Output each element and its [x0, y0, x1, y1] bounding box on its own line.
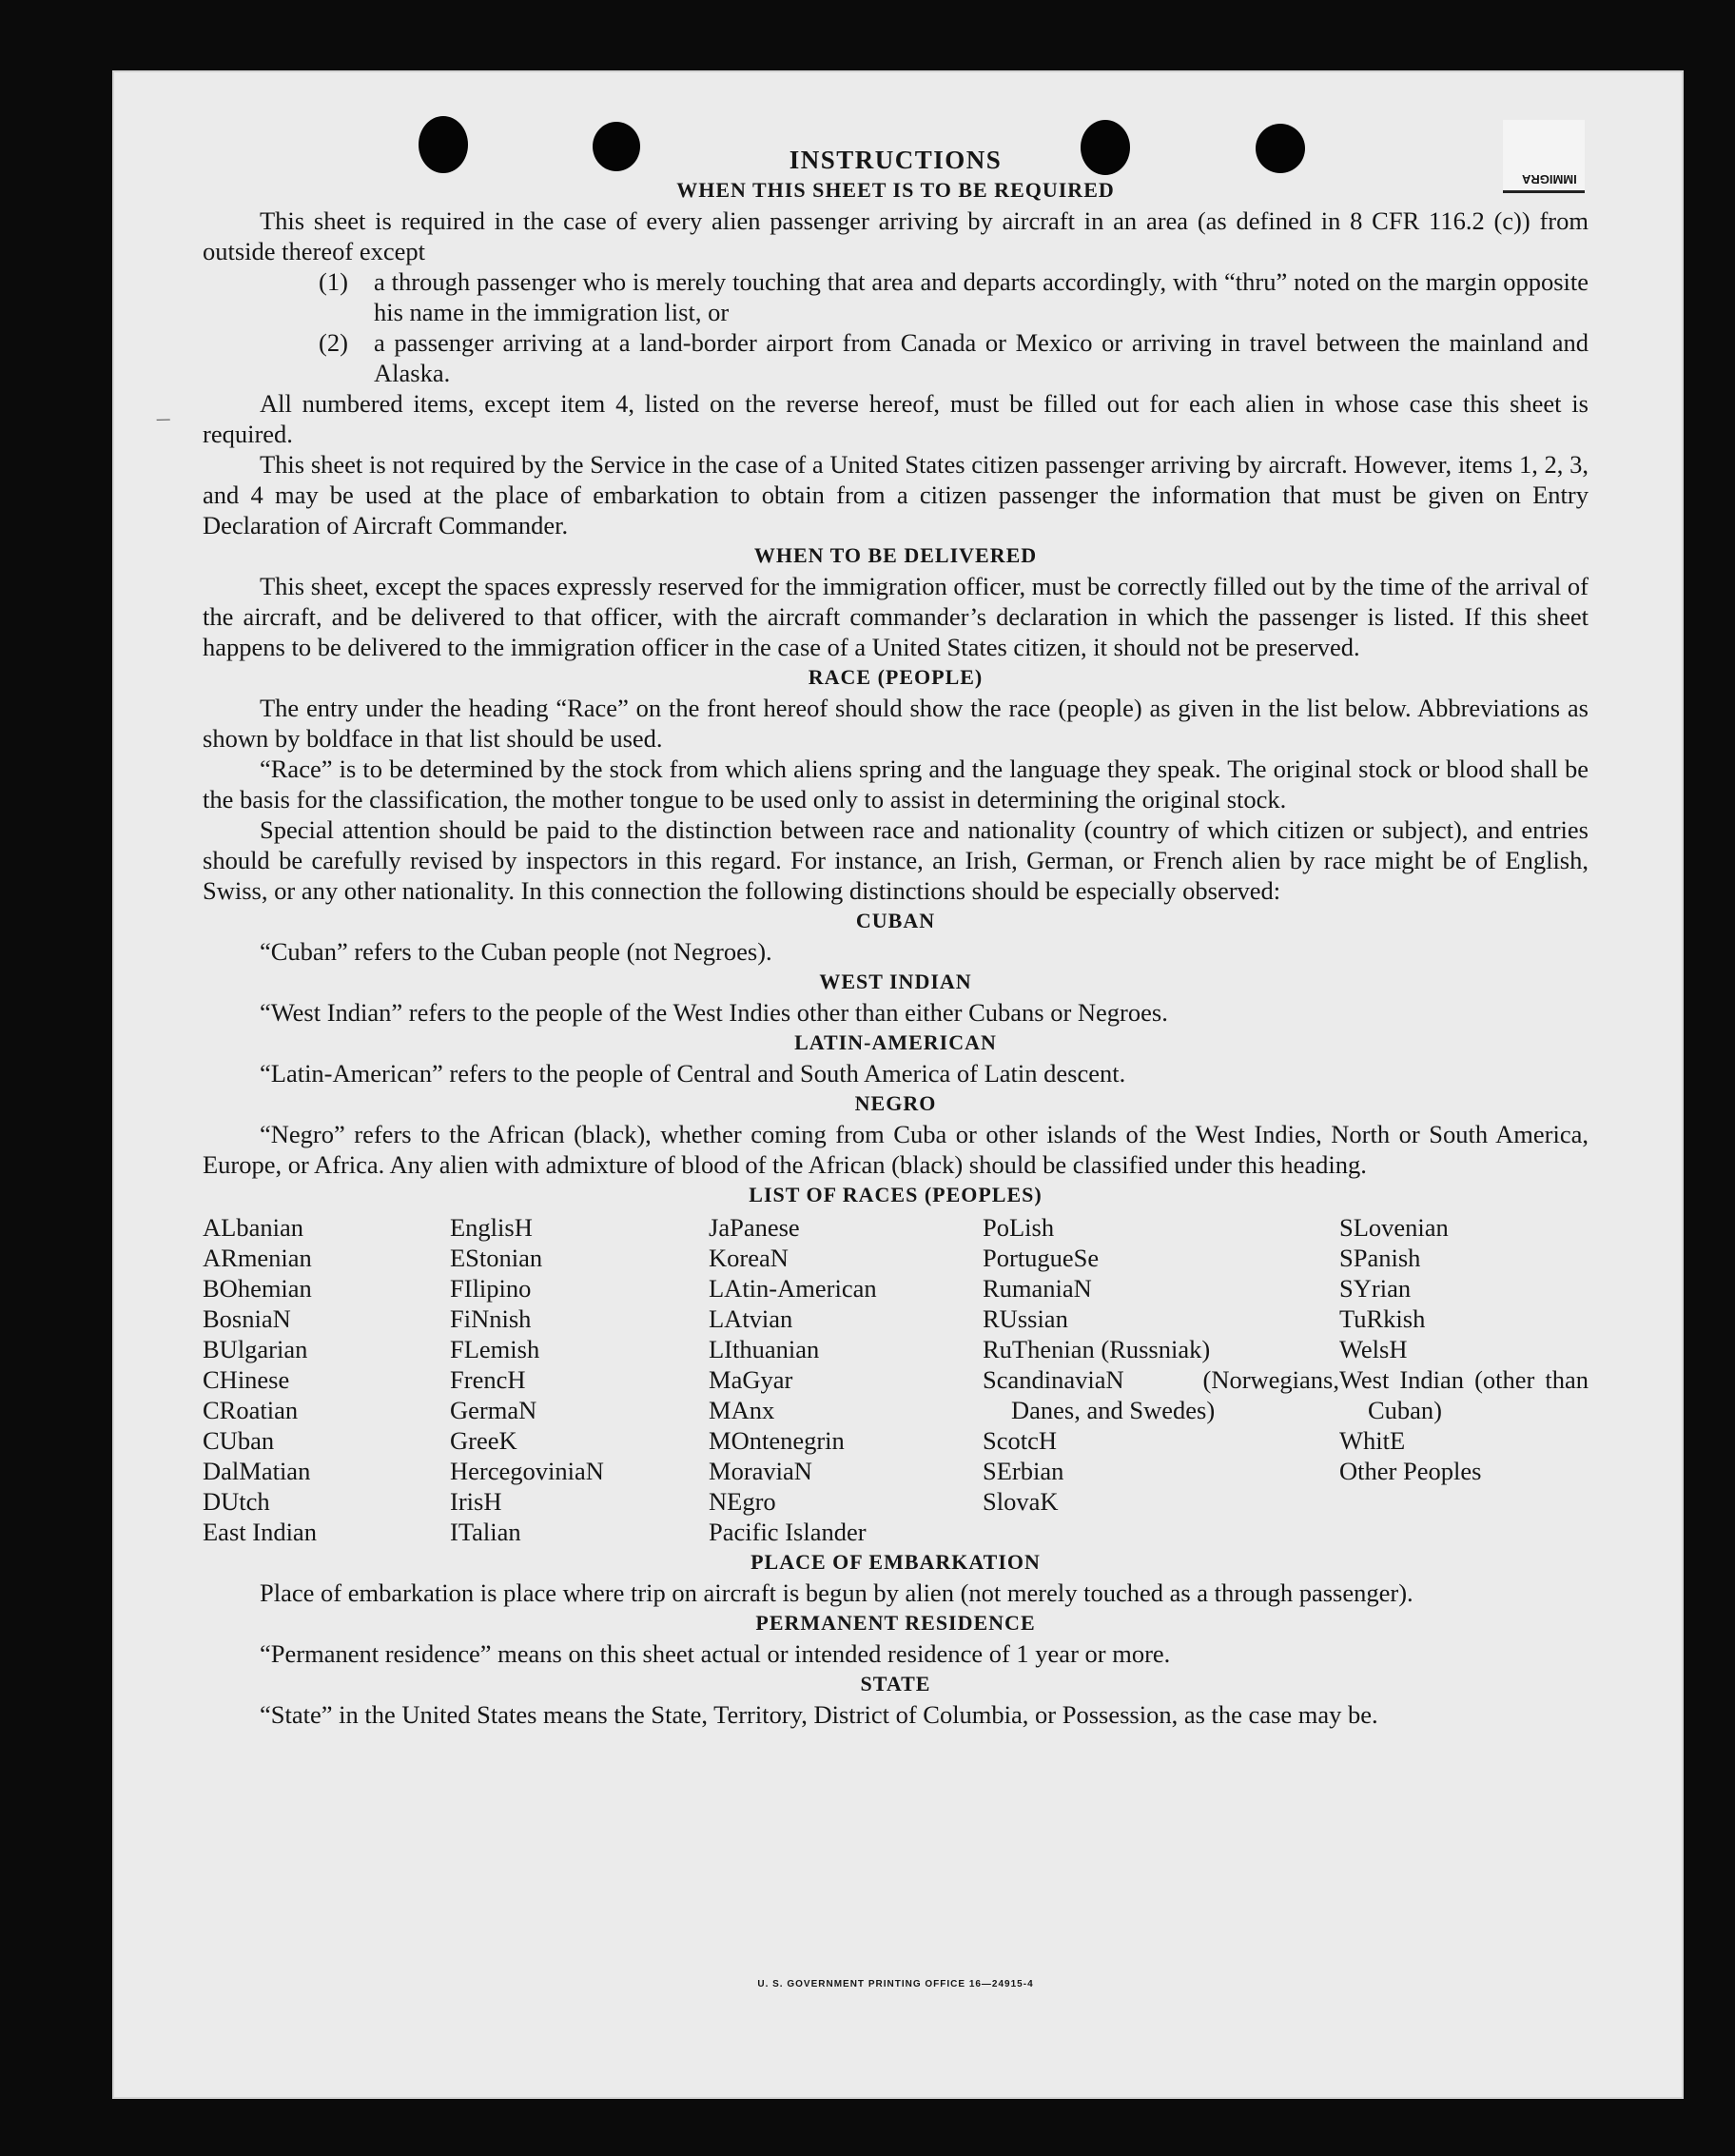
race-item: DUtch	[203, 1487, 270, 1516]
item-text: a through passenger who is merely touching that area and departs accordingly, with “thru” noted on the margin opposite his name in the immigration list, or	[374, 267, 1589, 326]
race-item: East Indian	[203, 1518, 317, 1546]
race-item: PoLish	[983, 1213, 1055, 1242]
section-heading: PERMANENT RESIDENCE	[755, 1611, 1036, 1635]
race-column	[709, 1212, 983, 1547]
race-item: MOntenegrin	[709, 1426, 845, 1455]
section-heading: WEST INDIAN	[819, 970, 972, 993]
section-heading: RACE (PEOPLE)	[808, 665, 984, 689]
race-item: FLemish	[450, 1335, 540, 1363]
paragraph: “Permanent residence” means on this sheet actual or intended residence of 1 year or more.	[260, 1639, 1171, 1668]
paragraph: “Race” is to be determined by the stock from which aliens spring and the language they speak. The original stock or blood shall be the basis for the classification, the mother tongue to be used only to assist in determining the original stock.	[203, 755, 1589, 813]
race-item: GermaN	[450, 1396, 537, 1424]
race-item: LAtvian	[709, 1304, 793, 1333]
race-item: SPanish	[1339, 1244, 1421, 1272]
race-item: TuRkish	[1339, 1304, 1426, 1333]
page-title: INSTRUCTIONS	[789, 146, 1003, 174]
race-item: MoraviaN	[709, 1457, 812, 1485]
race-item: Other Peoples	[1339, 1457, 1482, 1485]
race-item: MAnx	[709, 1396, 775, 1424]
item-number: (2)	[319, 328, 348, 357]
race-item: CUban	[203, 1426, 275, 1455]
race-item: FiNnish	[450, 1304, 532, 1333]
section-heading: STATE	[860, 1672, 931, 1695]
race-item: FIlipino	[450, 1274, 532, 1303]
paragraph: “Latin-American” refers to the people of Central and South America of Latin descent.	[260, 1059, 1126, 1088]
section-heading: PLACE OF EMBARKATION	[751, 1550, 1041, 1574]
race-list	[203, 1212, 1589, 1547]
race-item: SLovenian	[1339, 1213, 1449, 1242]
race-item: ARmenian	[203, 1244, 312, 1272]
race-item: ALbanian	[203, 1213, 303, 1242]
race-column	[983, 1212, 1339, 1547]
race-item: IrisH	[450, 1487, 502, 1516]
race-item: ScandinaviaN (Norwegians, Danes, and Swedes)	[983, 1365, 1339, 1424]
race-item: BOhemian	[203, 1274, 312, 1303]
race-column	[203, 1212, 450, 1547]
printer-imprint: U. S. GOVERNMENT PRINTING OFFICE 16—24915-4	[757, 1979, 1034, 1989]
item-text: a passenger arriving at a land-border airport from Canada or Mexico or arriving in travel between the mainland and Alaska.	[374, 328, 1589, 387]
race-column	[1339, 1212, 1589, 1547]
race-item: FrencH	[450, 1365, 526, 1394]
section-heading: LIST OF RACES (PEOPLES)	[749, 1183, 1043, 1206]
list-item	[319, 266, 1589, 327]
race-item: EStonian	[450, 1244, 543, 1272]
paragraph: This sheet, except the spaces expressly reserved for the immigration officer, must be correctly filled out by the time of the arrival of the aircraft, and be delivered to that officer, with the aircraft commander’s declaration in which the passenger is listed. If this sheet happens to be delivered to the immigration officer in the case of a United States citizen, it should not be preserved.	[203, 572, 1589, 661]
paragraph: “State” in the United States means the State, Territory, District of Columbia, or Possession, as the case may be.	[260, 1700, 1378, 1729]
pencil-mark: /	[151, 413, 174, 426]
paragraph: Place of embarkation is place where trip on aircraft is begun by alien (not merely touched as a through passenger).	[260, 1578, 1413, 1607]
section-heading: WHEN TO BE DELIVERED	[753, 543, 1038, 567]
race-item: WelsH	[1339, 1335, 1408, 1363]
paragraph: All numbered items, except item 4, listed on the reverse hereof, must be filled out for each alien in whose case this sheet is required.	[203, 389, 1589, 448]
race-item: CRoatian	[203, 1396, 299, 1424]
race-item: RumaniaN	[983, 1274, 1092, 1303]
race-item: GreeK	[450, 1426, 517, 1455]
paragraph: Special attention should be paid to the distinction between race and nationality (country of which citizen or subject), and entries should be carefully revised by inspectors in this regard. For instance, an Irish, German, or French alien by race might be of English, Swiss, or any other nationality. In this connection the following distinctions should be especially observed:	[203, 815, 1589, 905]
race-item: ScotcH	[983, 1426, 1058, 1455]
race-item: SlovaK	[983, 1487, 1059, 1516]
race-item: KoreaN	[709, 1244, 789, 1272]
paragraph: This sheet is required in the case of every alien passenger arriving by aircraft in an area (as defined in 8 CFR 116.2 (c)) from outside thereof except	[203, 206, 1589, 265]
section-heading: CUBAN	[855, 909, 936, 932]
race-item: RuThenian (Russniak)	[983, 1335, 1211, 1363]
race-item: West Indian (other than Cuban)	[1339, 1365, 1589, 1424]
race-item: EnglisH	[450, 1213, 533, 1242]
race-item: LIthuanian	[709, 1335, 820, 1363]
paragraph: The entry under the heading “Race” on the front hereof should show the race (people) as given in the list below. Abbreviations as shown by boldface in that list should be used.	[203, 694, 1589, 753]
section-heading: LATIN-AMERICAN	[794, 1030, 997, 1054]
paragraph: This sheet is not required by the Service in the case of a United States citizen passenger arriving by aircraft. However, items 1, 2, 3, and 4 may be used at the place of embarkation to obtain from a citizen passenger the information that must be given on Entry Declaration of Aircraft Commander.	[203, 450, 1589, 539]
paragraph: “West Indian” refers to the people of the West Indies other than either Cubans or Negroes.	[260, 998, 1168, 1027]
race-item: LAtin-American	[709, 1274, 877, 1303]
list-item	[319, 327, 1589, 388]
race-item: BosniaN	[203, 1304, 291, 1333]
race-item: HercegoviniaN	[450, 1457, 604, 1485]
race-item: SErbian	[983, 1457, 1064, 1485]
paragraph: “Negro” refers to the African (black), whether coming from Cuba or other islands of the West Indies, North or South America, Europe, or Africa. Any alien with admixture of blood of the African (black) should be classified under this heading.	[203, 1120, 1589, 1179]
tab-label: IMMIGRA	[1522, 172, 1577, 186]
race-item: BUlgarian	[203, 1335, 308, 1363]
race-item: ITalian	[450, 1518, 521, 1546]
item-number: (1)	[319, 267, 348, 296]
paragraph: “Cuban” refers to the Cuban people (not Negroes).	[260, 937, 772, 966]
race-item: PortugueSe	[983, 1244, 1100, 1272]
section-heading: WHEN THIS SHEET IS TO BE REQUIRED	[676, 178, 1115, 202]
race-column	[450, 1212, 709, 1547]
race-item: DalMatian	[203, 1457, 311, 1485]
instructions-body	[203, 143, 1589, 1989]
section-heading: NEGRO	[854, 1091, 937, 1115]
race-item: SYrian	[1339, 1274, 1412, 1303]
race-item: CHinese	[203, 1365, 290, 1394]
race-item: RUssian	[983, 1304, 1068, 1333]
race-item: Pacific Islander	[709, 1518, 867, 1546]
race-item: MaGyar	[709, 1365, 793, 1394]
race-item: JaPanese	[709, 1213, 800, 1242]
race-item: WhitE	[1339, 1426, 1406, 1455]
race-item: NEgro	[709, 1487, 776, 1516]
